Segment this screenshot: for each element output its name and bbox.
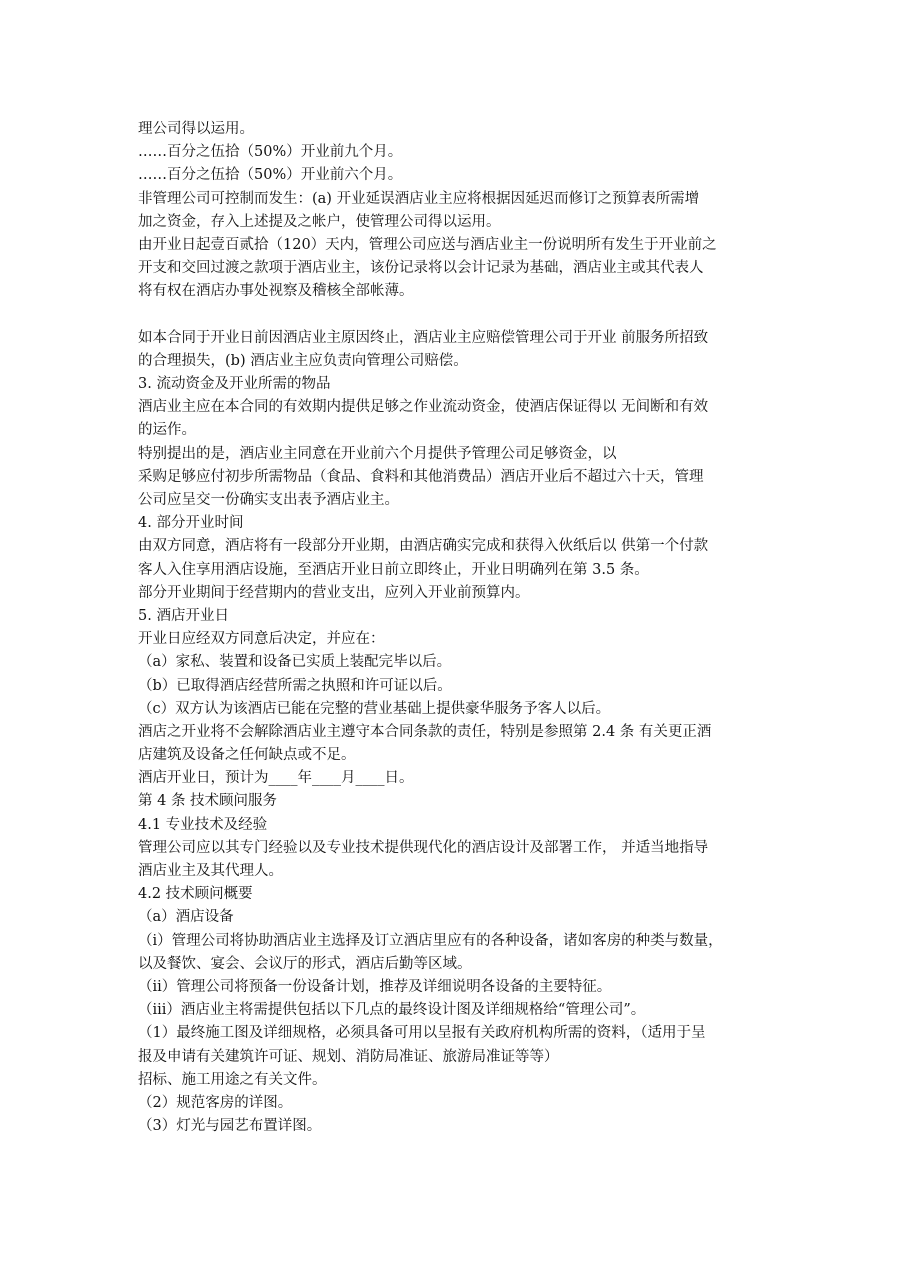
text-line: 以及餐饮、宴会、会议厅的形式，酒店后勤等区域。 [138, 955, 472, 972]
text-line: 5. 酒店开业日 [138, 607, 229, 624]
text-line: 酒店业主及其代理人。 [138, 863, 283, 879]
text-line: 开支和交回过渡之款项于酒店业主，该份记录将以会计记录为基础，酒店业主或其代表人 [138, 260, 704, 277]
text-line: 特别提出的是，酒店业主同意在开业前六个月提供予管理公司足够资金，以 [138, 445, 617, 462]
text-line: 4. 部分开业时间 [138, 515, 244, 532]
text-line: （3）灯光与园艺布置详图。 [138, 1118, 322, 1135]
text-line: 的运作。 [138, 422, 196, 439]
text-line: 酒店业主应在本合同的有效期内提供足够之作业流动资金，使酒店保证得以 无间断和有效 [138, 399, 709, 416]
text-line: 酒店之开业将不会解除酒店业主遵守本合同条款的责任，特别是参照第 2.4 条 有关更正酒 [138, 723, 712, 740]
text-line: 第 4 条 技术顾问服务 [138, 793, 278, 810]
text-line: ……百分之伍拾（50%）开业前九个月。 [138, 144, 403, 161]
text-line: （a）家私、装置和设备已实质上装配完毕以后。 [138, 654, 452, 671]
text-line: 3. 流动资金及开业所需的物品 [138, 376, 331, 393]
text-line: 招标、施工用途之有关文件。 [138, 1071, 327, 1088]
text-line: 酒店开业日，预计为____年____月____日。 [138, 770, 414, 787]
text-line: 公司应呈交一份确实支出表予酒店业主。 [138, 492, 399, 508]
text-line: 的合理损失，(b) 酒店业主应负责向管理公司赔偿。 [138, 352, 468, 369]
text-line: （b）已取得酒店经营所需之执照和许可证以后。 [138, 677, 452, 694]
text-line: 如本合同于开业日前因酒店业主原因终止，酒店业主应赔偿管理公司于开业 前服务所招致 [138, 329, 709, 346]
text-line: 由双方同意，酒店将有一段部分开业期，由酒店确实完成和获得入伙纸后以 供第一个付款 [138, 538, 709, 555]
text-line: 管理公司应以其专门经验以及专业技术提供现代化的酒店设计及部署工作， 并适当地指导 [138, 839, 709, 856]
text-line: （2）规范客房的详图。 [138, 1094, 293, 1111]
document-body [138, 118, 788, 1138]
text-line: 4.2 技术顾问概要 [138, 886, 253, 903]
blank-line [138, 304, 788, 327]
text-line: 非管理公司可控制而发生：(a) 开业延误酒店业主应将根据因延迟而修订之预算表所需增 [138, 190, 700, 207]
text-line: 店建筑及设备之任何缺点或不足。 [138, 747, 356, 764]
text-line: 将有权在酒店办事处视察及稽核全部帐薄。 [138, 283, 414, 300]
text-line: 开业日应经双方同意后决定，并应在： [138, 631, 385, 648]
text-line: 由开业日起壹百贰拾（120）天内，管理公司应送与酒店业主一份说明所有发生于开业前之 [138, 236, 717, 253]
text-line: 4.1 专业技术及经验 [138, 816, 268, 833]
text-line: （a）酒店设备 [138, 909, 234, 926]
text-line: （iii）酒店业主将需提供包括以下几点的最终设计图及详细规格给“管理公司”。 [138, 1002, 646, 1019]
text-line: 理公司得以运用。 [138, 121, 254, 137]
text-line: 加之资金，存入上述提及之帐户，使管理公司得以运用。 [138, 213, 501, 230]
text-line: ……百分之伍拾（50%）开业前六个月。 [138, 167, 403, 184]
text-line: 部分开业期间于经营期内的营业支出，应列入开业前预算内。 [138, 584, 530, 601]
text-line: 客人入住享用酒店设施，至酒店开业日前立即终止，开业日明确列在第 3.5 条。 [138, 561, 649, 578]
text-line: （c）双方认为该酒店已能在完整的营业基础上提供豪华服务予客人以后。 [138, 700, 611, 717]
text-line: 报及申请有关建筑许可证、规划、消防局准证、旅游局准证等等） [138, 1048, 559, 1065]
text-line: 采购足够应付初步所需物品（食品、食料和其他消费品）酒店开业后不超过六十天，管理 [138, 468, 704, 485]
text-line: （ii）管理公司将预备一份设备计划，推荐及详细说明各设备的主要特征。 [138, 978, 612, 995]
text-line: （i）管理公司将协助酒店业主选择及订立酒店里应有的各种设备，诸如客房的种类与数量， [138, 932, 723, 949]
text-line: （1）最终施工图及详细规格，必须具备可用以呈报有关政府机构所需的资料，（适用于呈 [138, 1025, 706, 1042]
